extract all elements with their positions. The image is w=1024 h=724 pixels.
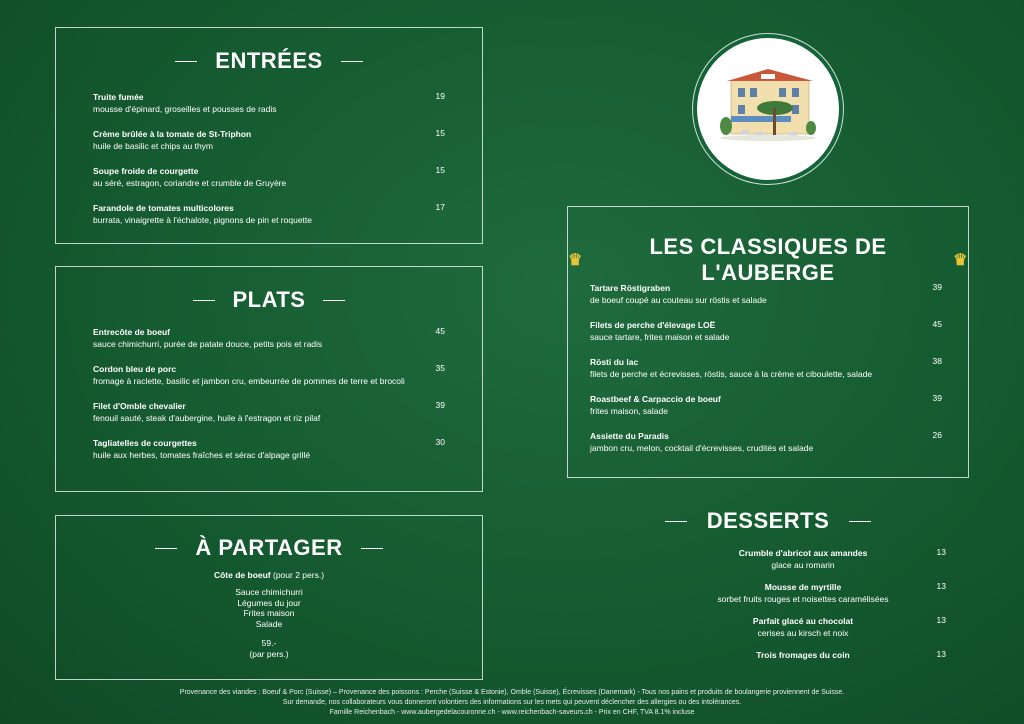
- item-price: 13: [936, 581, 946, 591]
- partager-panel: [55, 515, 483, 680]
- crown-icon: ♛: [953, 252, 968, 269]
- item-desc: sauce tartare, frites maison et salade: [590, 332, 730, 342]
- item-price: 13: [936, 649, 946, 659]
- menu-item: [93, 91, 445, 115]
- item-price: 17: [435, 202, 445, 212]
- partager-title: À PARTAGER: [56, 535, 482, 561]
- share-sides: [56, 587, 482, 629]
- item-price: 30: [435, 437, 445, 447]
- item-name: Tagliatelles de courgettes: [93, 438, 197, 448]
- item-name: Soupe froide de courgette: [93, 166, 199, 176]
- item-price: 15: [435, 128, 445, 138]
- auberge-logo: [697, 38, 839, 180]
- item-price: 45: [435, 326, 445, 336]
- menu-item: [590, 282, 942, 306]
- item-desc: frites maison, salade: [590, 406, 668, 416]
- menu-item: [93, 326, 445, 350]
- item-price: 39: [932, 282, 942, 292]
- share-side: Salade: [255, 618, 283, 629]
- crown-icon: ♛: [568, 252, 583, 269]
- item-price: 13: [936, 615, 946, 625]
- item-desc: jambon cru, melon, cocktail d'écrevisses, crudités et salade: [590, 443, 814, 453]
- item-name: Tartare Röstigraben: [590, 283, 671, 293]
- item-price: 13: [936, 547, 946, 557]
- entrees-panel: [55, 27, 483, 244]
- classiques-panel: [567, 206, 969, 478]
- item-name: Rösti du lac: [590, 357, 639, 367]
- entrees-title: ENTRÉES: [56, 48, 482, 74]
- plats-title: PLATS: [56, 287, 482, 313]
- share-side: Frites maison: [243, 608, 295, 618]
- desserts-title: DESSERTS: [567, 508, 969, 534]
- footer: [0, 688, 1024, 718]
- item-name: Parfait glacé au chocolat: [752, 616, 854, 626]
- item-price: 35: [435, 363, 445, 373]
- footer-line: Famille Reichenbach - www.aubergedelacouronne.ch - www.reichenbach-saveurs.ch - Prix en CHF, TVA 8.1% incluse: [329, 709, 695, 716]
- item-desc: fenouil sauté, steak d'aubergine, huile à l'estragon et riz pilaf: [93, 413, 321, 423]
- dessert-item: [660, 615, 946, 639]
- classiques-title: ♛ LES CLASSIQUES DE L'AUBERGE ♛: [568, 234, 968, 285]
- item-name: Trois fromages du coin: [756, 650, 850, 660]
- auberge-building-icon: [697, 38, 839, 180]
- item-desc: sauce chimichurri, purée de patate douce, petits pois et radis: [93, 339, 323, 349]
- dessert-item: [660, 581, 946, 605]
- share-price-value: 59.-: [261, 638, 277, 648]
- item-desc: huile aux herbes, tomates fraîches et sérac d'alpage grillé: [93, 450, 311, 460]
- menu-item: [93, 202, 445, 226]
- item-price: 39: [435, 400, 445, 410]
- item-name: Mousse de myrtille: [764, 582, 842, 592]
- share-dish-name: Côte de boeuf: [213, 570, 271, 580]
- item-price: 39: [932, 393, 942, 403]
- menu-item: [93, 165, 445, 189]
- menu-item: [590, 393, 942, 417]
- menu-item: [93, 400, 445, 424]
- item-desc: filets de perche et écrevisses, röstis, sauce à la crème et ciboulette, salade: [590, 369, 873, 379]
- item-name: Roastbeef & Carpaccio de boeuf: [590, 394, 721, 404]
- plats-panel: [55, 266, 483, 492]
- item-name: Assiette du Paradis: [590, 431, 669, 441]
- item-name: Crème brûlée à la tomate de St-Triphon: [93, 129, 252, 139]
- share-side: Légumes du jour: [237, 597, 301, 608]
- item-desc: sorbet fruits rouges et noisettes caramélisées: [717, 594, 889, 604]
- menu-item: [590, 430, 942, 454]
- item-price: 38: [932, 356, 942, 366]
- item-desc: de boeuf coupé au couteau sur röstis et salade: [590, 295, 767, 305]
- classiques-list: [590, 282, 942, 467]
- entrees-list: [93, 91, 445, 239]
- footer-line: Provenance des viandes : Boeuf & Porc (Suisse) – Provenance des poissons : Perche (Suisse & Estonie), Omble (Suisse), Écrevisses (Danemark) - Tous nos pains et produits de boulangerie proviennent de Suisse.: [179, 689, 845, 696]
- dessert-item: [660, 547, 946, 571]
- item-desc: huile de basilic et chips au thym: [93, 141, 214, 151]
- share-side: Sauce chimichurri: [235, 587, 303, 597]
- item-name: Cordon bleu de porc: [93, 364, 177, 374]
- item-desc: mousse d'épinard, groseilles et pousses de radis: [93, 104, 277, 114]
- item-name: Entrecôte de boeuf: [93, 327, 170, 337]
- item-desc: glace au romarin: [771, 560, 835, 570]
- share-price-note: (par pers.): [249, 648, 289, 659]
- share-dish: [56, 570, 482, 581]
- menu-item: [590, 319, 942, 343]
- item-price: 15: [435, 165, 445, 175]
- menu-item: [590, 356, 942, 380]
- item-price: 45: [932, 319, 942, 329]
- item-name: Farandole de tomates multicolores: [93, 203, 234, 213]
- menu-item: [93, 363, 445, 387]
- item-name: Filet d'Omble chevalier: [93, 401, 186, 411]
- share-dish-note: (pour 2 pers.): [270, 570, 325, 580]
- menu-item: [93, 128, 445, 152]
- desserts-list: [660, 547, 946, 671]
- item-price: 26: [932, 430, 942, 440]
- item-name: Truite fumée: [93, 92, 144, 102]
- item-name: Crumble d'abricot aux amandes: [738, 548, 868, 558]
- dessert-item: [660, 649, 946, 661]
- plats-list: [93, 326, 445, 474]
- footer-line: Sur demande, nos collaborateurs vous donneront volontiers des informations sur les mets qui peuvent déclencher des allergies ou des intolérances.: [282, 699, 742, 706]
- item-desc: burrata, vinaigrette à l'échalote, pignons de pin et roquette: [93, 215, 312, 225]
- item-name: Filets de perche d'élevage LOË: [590, 320, 716, 330]
- share-price: [56, 638, 482, 659]
- menu-item: [93, 437, 445, 461]
- item-desc: fromage à raclette, basilic et jambon cru, embeurrée de pommes de terre et brocoli: [93, 376, 405, 386]
- item-desc: au séré, estragon, coriandre et crumble de Gruyère: [93, 178, 287, 188]
- item-desc: cerises au kirsch et noix: [757, 628, 849, 638]
- item-price: 19: [435, 91, 445, 101]
